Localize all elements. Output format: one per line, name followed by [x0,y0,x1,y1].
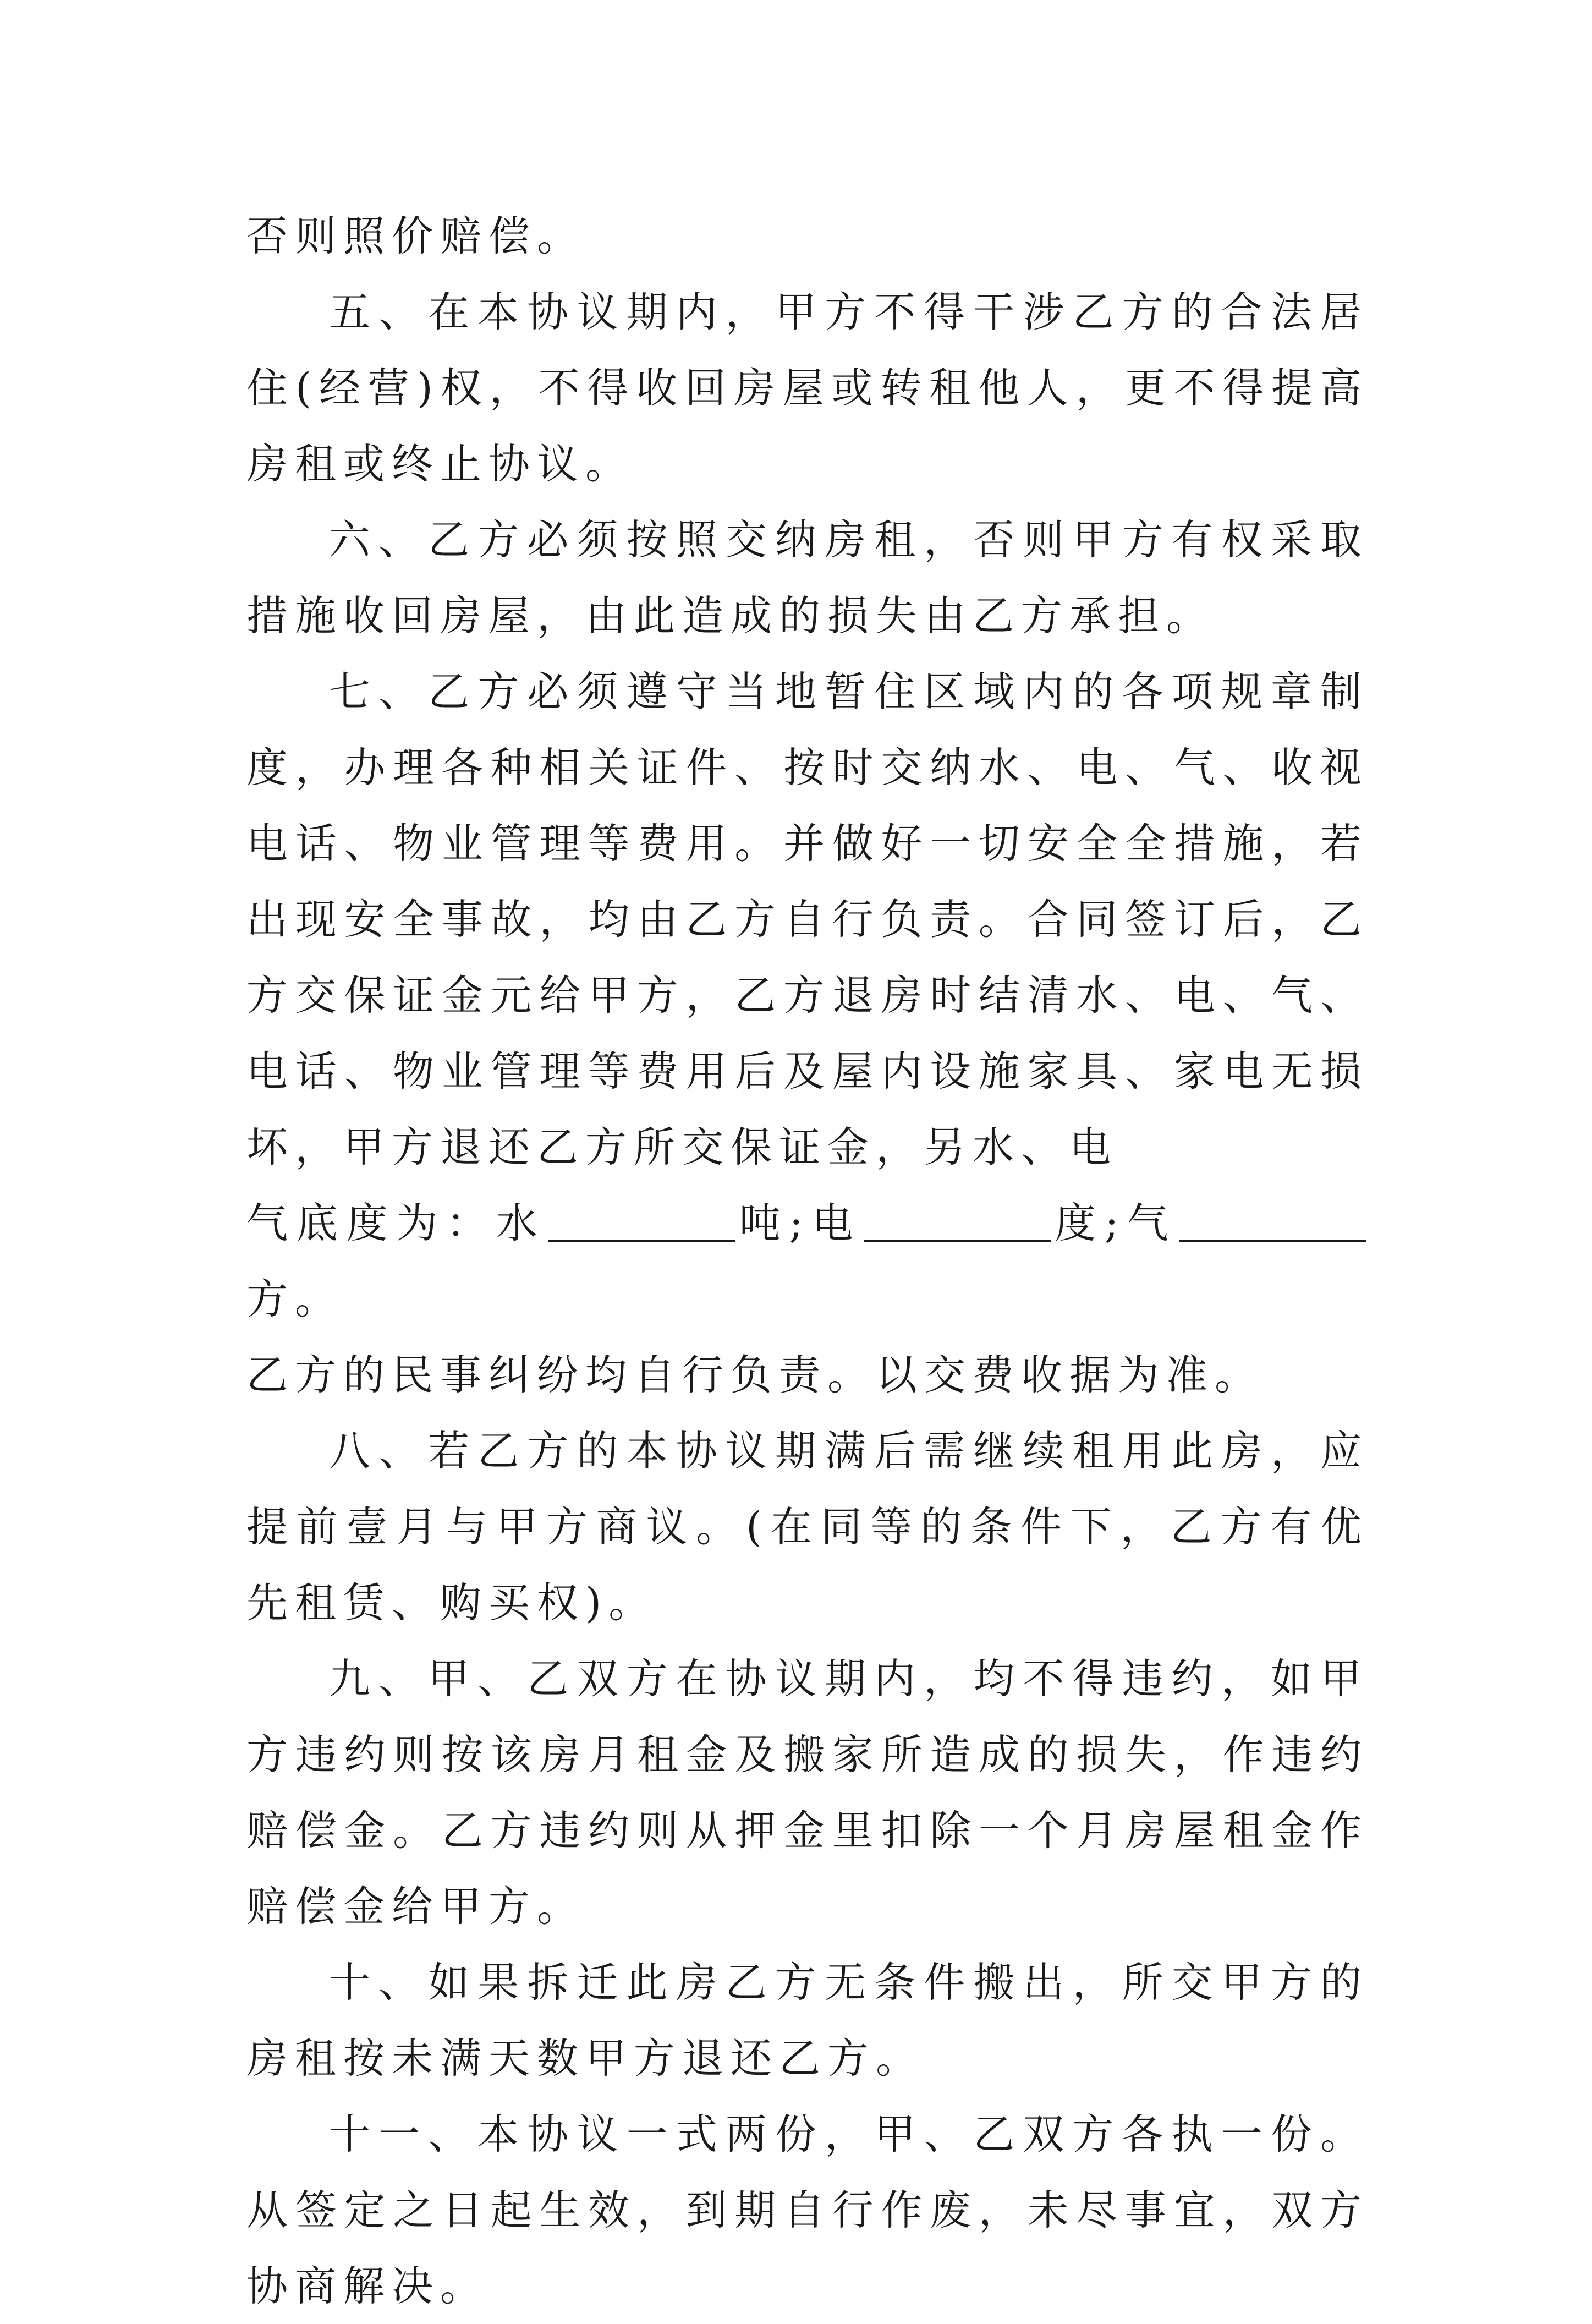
electric-unit: 度;气 [1053,1199,1177,1247]
paragraph-clause-6: 六、乙方必须按照交纳房租，否则甲方有权采取措施收回房屋，由此造成的损失由乙方承担。 [246,516,1369,640]
water-blank [548,1199,735,1242]
paragraph-clause-11: 十一、本协议一式两份，甲、乙双方各执一份。从签定之日起生效，到期自行作废，未尽事宜，双方协商解决。 [246,2110,1369,2310]
paragraph-clause-8: 八、若乙方的本协议期满后需继续租用此房，应提前壹月与甲方商议。(在同等的条件下，乙方有优先租赁、购买权)。 [246,1427,1369,1627]
meter-reading-line [246,1185,1369,1337]
paragraph-0: 否则照价赔偿。 [246,212,586,260]
water-unit: 吨;电 [737,1199,862,1247]
meter-prefix: 气底度为：水 [246,1199,546,1247]
paragraph-clause-10: 十、如果拆迁此房乙方无条件搬出，所交甲方的房租按未满天数甲方退还乙方。 [246,1958,1369,2082]
paragraph-clause-7: 七、乙方必须遵守当地暂住区域内的各项规章制度，办理各种相关证件、按时交纳水、电、气、收视电话、物业管理等费用。并做好一切安全全措施，若出现安全事故，均由乙方自行负责。合同签订后，乙方交保证金元给甲方，乙方退房时结清水、电、气、电话、物业管理等费用后及屋内设施家具、家电无损坏，甲方退还乙方所交保证金，另水、电 [246,667,1369,1171]
electric-blank [864,1199,1051,1242]
document-page [246,198,1369,2324]
paragraph-clause-5: 五、在本协议期内，甲方不得干涉乙方的合法居住(经营)权，不得收回房屋或转租他人，更不得提高房租或终止协议。 [246,288,1369,488]
paragraph-clause-7-end: 乙方的民事纠纷均自行负责。以交费收据为准。 [246,1351,1264,1399]
paragraph-clause-9: 九、甲、乙双方在协议期内，均不得违约，如甲方违约则按该房月租金及搬家所造成的损失，作违约赔偿金。乙方违约则从押金里扣除一个月房屋租金作赔偿金给甲方。 [246,1654,1369,1931]
gas-blank [1179,1199,1366,1242]
gas-unit: 方。 [246,1275,344,1323]
